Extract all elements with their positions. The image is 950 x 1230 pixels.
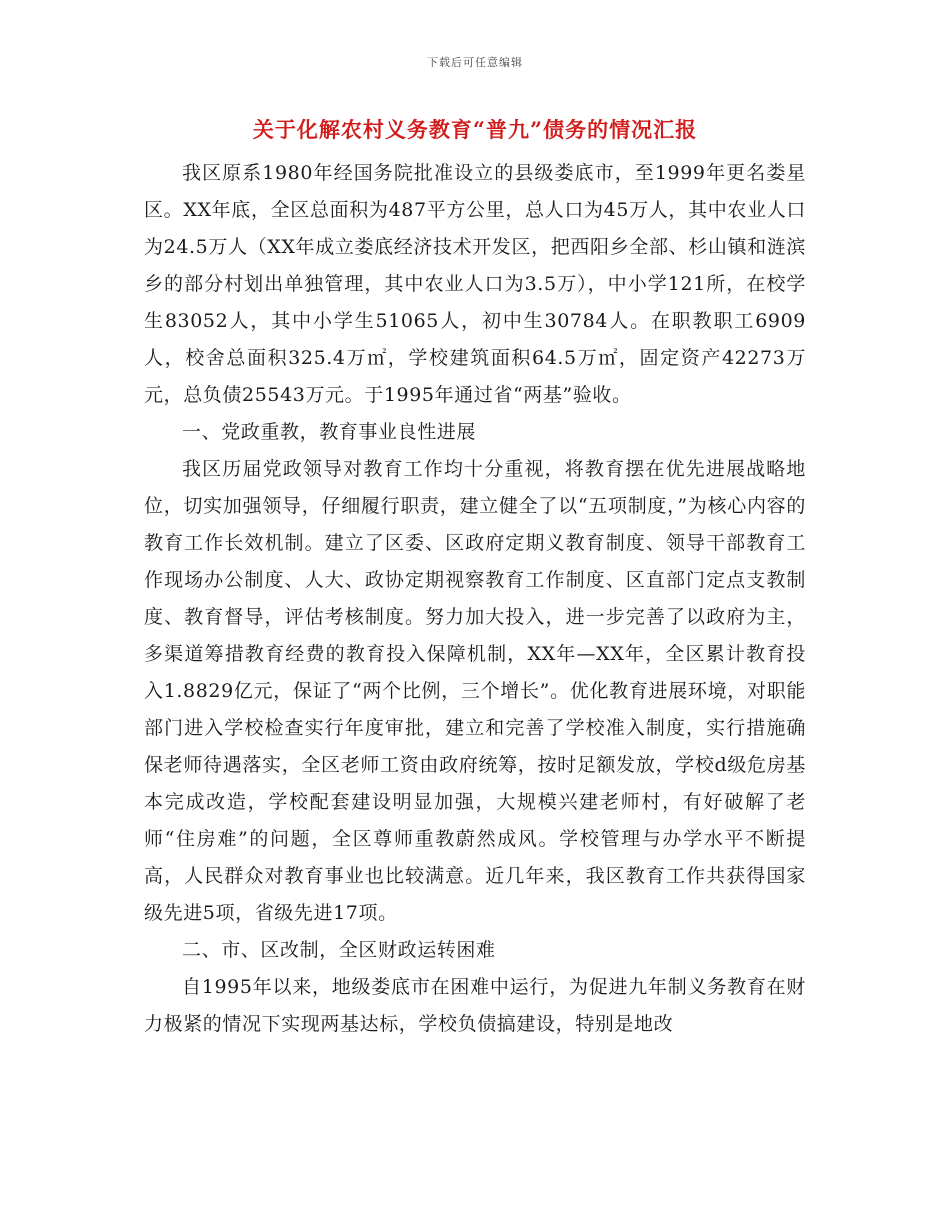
section-heading-2: 二、市、区改制，全区财政运转困难 <box>182 939 496 961</box>
paragraph-overview: 我区原系1980年经国务院批准设立的县级娄底市，至1999年更名娄星区。XX年底，全区总面积为487平方公里，总人口为45万人，其中农业人口为24.5万人（XX年成立娄底经济技术开发区，把西阳乡全部、杉山镇和涟滨乡的部分村划出单独管理，其中农业人口为3.5万），中小学121所，在校学生83052人，其中小学生51065人，初中生30784人。在职教职工6909人，校舍总面积325.4万㎡，学校建筑面积64.5万㎡，固定资产42273万元，总负债25543万元。于1995年通过省“两基”验收。 <box>144 162 806 406</box>
section-heading-1: 一、党政重教，教育事业良性进展 <box>182 421 477 443</box>
document-title: 关于化解农村义务教育“普九”债务的情况汇报 <box>252 117 698 142</box>
header-note: 下载后可任意编辑 <box>427 56 523 69</box>
paragraph-section-2: 自1995年以来，地级娄底市在困难中运行，为促进九年制义务教育在财力极紧的情况下实现两基达标，学校负债搞建设，特别是地改 <box>144 976 806 1035</box>
document-body <box>144 155 806 1043</box>
paragraph-section-1: 我区历届党政领导对教育工作均十分重视，将教育摆在优先进展战略地位，切实加强领导，仔细履行职责，建立健全了以“五项制度，”为核心内容的教育工作长效机制。建立了区委、区政府定期义教育制度、领导干部教育工作现场办公制度、人大、政协定期视察教育工作制度、区直部门定点支教制度、教育督导，评估考核制度。努力加大投入，进一步完善了以政府为主，多渠道筹措教育经费的教育投入保障机制，XX年—XX年，全区累计教育投入1.8829亿元，保证了“两个比例，三个增长”。优化教育进展环境，对职能部门进入学校检查实行年度审批，建立和完善了学校准入制度，实行措施确保老师待遇落实，全区老师工资由政府统筹，按时足额发放，学校d级危房基本完成改造，学校配套建设明显加强，大规模兴建老师村，有好破解了老师“住房难”的问题，全区尊师重教蔚然成风。学校管理与办学水平不断提高，人民群众对教育事业也比较满意。近几年来，我区教育工作共获得国家级先进5项，省级先进17项。 <box>144 458 806 924</box>
